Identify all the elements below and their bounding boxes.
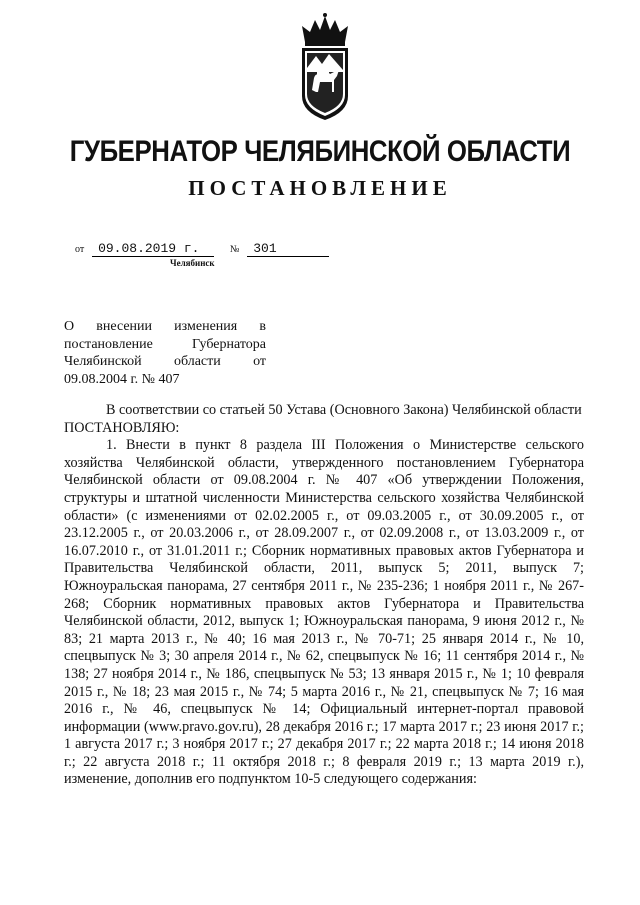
document-body: [64, 402, 584, 789]
document-meta: [75, 241, 329, 257]
date-label: от: [75, 244, 85, 255]
number-label: №: [229, 244, 240, 255]
city-label: Челябинск: [170, 258, 215, 268]
document-subject: О внесении изменения в постановление Губернатора Челябинской области от 09.08.2004 г. № 407: [64, 319, 266, 387]
document-type: ПОСТАНОВЛЕНИЕ: [188, 176, 452, 200]
coat-of-arms-icon: [296, 12, 354, 122]
issuer-title: ГУБЕРНАТОР ЧЕЛЯБИНСКОЙ ОБЛАСТИ: [69, 135, 571, 168]
resolve-heading: ПОСТАНОВЛЯЮ:: [64, 419, 180, 436]
document-number: 301: [247, 241, 329, 257]
item-1-paragraph: 1. Внести в пункт 8 раздела III Положения о Министерстве сельского хозяйства Челябинской области, утвержденного постановлением Губернатора Челябинской области от 09.08.2004 г. № 407 «Об утверждении Положения, структуры и штатной численности Министерства сельского хозяйства Челябинской области» (с изменениями от 02.02.2005 г., от 09.03.2005 г., от 30.09.2005 г., от 23.12.2005 г., от 20.03.2006 г., от 28.09.2007 г., от 02.09.2008 г., от 13.03.2009 г., от 16.07.2010 г., от 31.01.2011 г.; Сборник нормативных правовых актов Губернатора и Правительства Челябинской области, 2011, выпуск 5; 2011, выпуск 7; Южноуральская панорама, 27 сентября 2011 г., № 235-236; 1 ноября 2011 г., № 267-268; Сборник нормативных правовых актов Губернатора и Правительства Челябинской области, 2012, выпуск 1; Южноуральская панорама, 9 июня 2012 г., № 83; 21 марта 2013 г., № 40; 16 мая 2013 г., № 70-71; 25 января 2014 г., № 10, спецвыпуск № 3; 30 апреля 2014 г., № 62, спецвыпуск № 16; 11 сентября 2014 г., № 138; 27 ноября 2014 г., № 186, спецвыпуск № 53; 13 января 2015 г., № 1; 10 февраля 2015 г., № 18; 23 мая 2015 г., № 74; 5 марта 2016 г., № 21, спецвыпуск № 7; 16 мая 2016 г., № 46, спецвыпуск № 14; Официальный интернет-портал правовой информации (www.pravo.gov.ru), 28 декабря 2016 г.; 17 марта 2017 г.; 23 июня 2017 г.; 1 августа 2017 г.; 3 ноября 2017 г.; 27 декабря 2017 г.; 22 марта 2018 г.; 14 июня 2018 г.; 22 августа 2018 г.; 11 октября 2018 г.; 8 февраля 2019 г.; 13 марта 2019 г.), изменение, дополнив его подпунктом 10-5 следующего содержания:: [64, 437, 584, 788]
document-date: 09.08.2019 г.: [92, 241, 214, 257]
intro-paragraph: В соответствии со статьей 50 Устава (Основного Закона) Челябинской области: [106, 402, 582, 418]
